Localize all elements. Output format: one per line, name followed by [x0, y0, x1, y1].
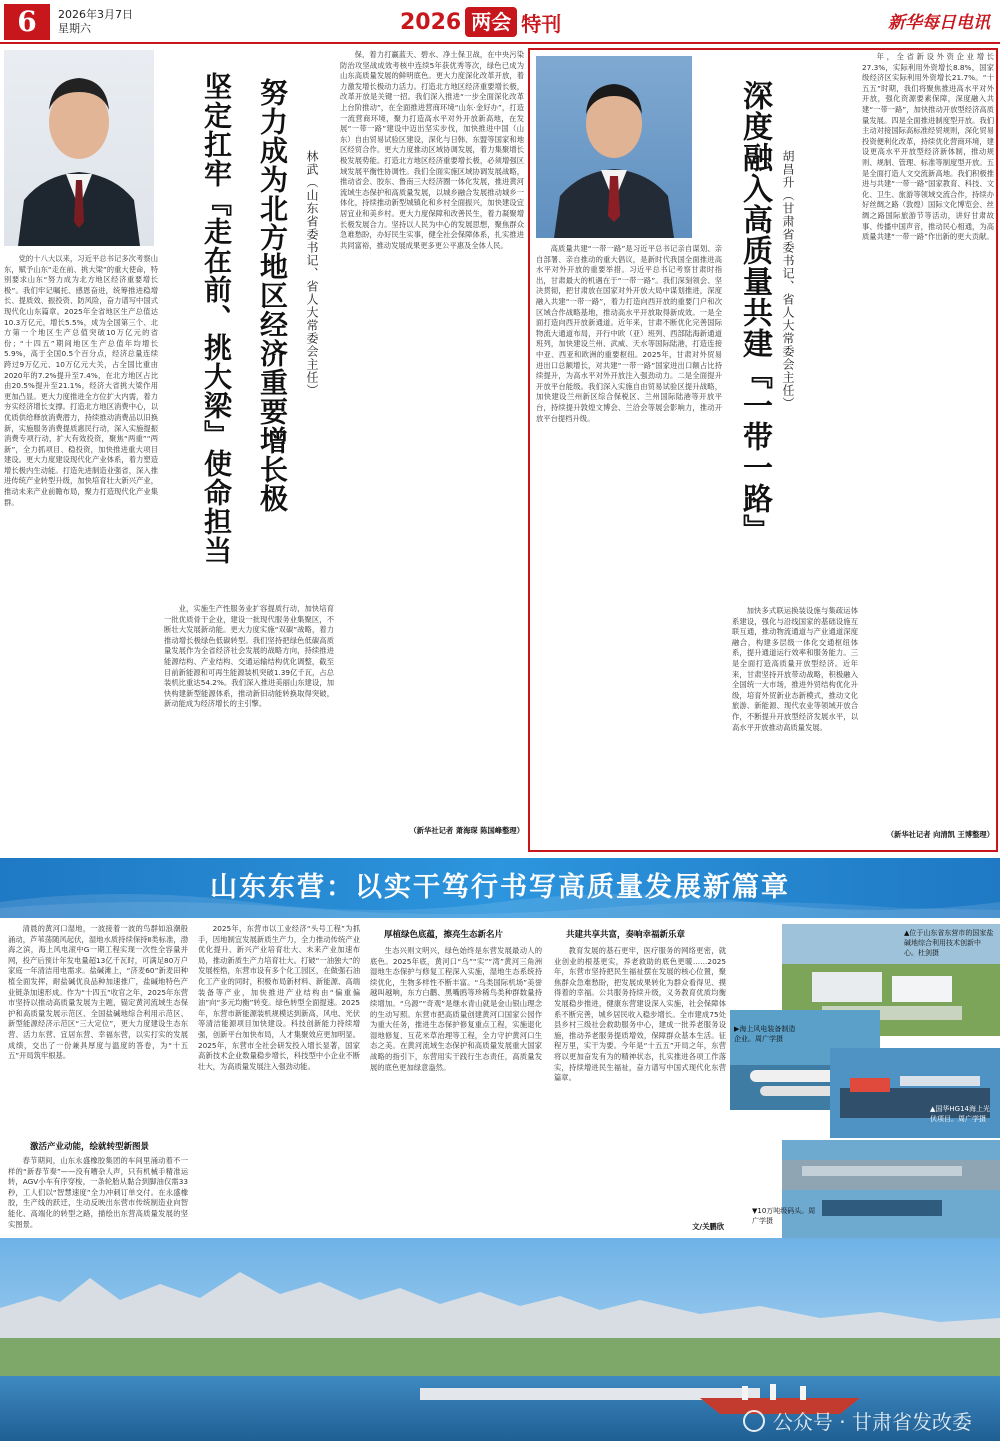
dongying-col4 [554, 946, 726, 1222]
collage-photo-3 [830, 1048, 1000, 1138]
caption-4: ▼10万吨级码头。周广学摄 [752, 1207, 816, 1225]
left-article-byline: （新华社记者 萧海琛 陈国峰整理） [409, 826, 524, 835]
left-article-title: 努力成为北方地区经济重要增长极 [256, 78, 289, 513]
wechat-icon [743, 1410, 765, 1432]
right-article-text-b: 加快多式联运换装设施与集疏运体系建设，强化与沿线国家的基础设施互联互通，推动物流通道与产业通道深度融合，构建多层级一体化交通枢纽体系，提升通道运行效率和服务能力。三是全面打造高质量开放型经济。近年来，甘肃坚持开放带动战略，积极融入全国统一大市场，推进外贸结构优化升级，培育外贸新业态新模式，推动文化旅游、新能源、现代农业等领域开放合作，不断提升开放型经济发展水平，以高水平开放推动高质量发展。 [732, 606, 858, 732]
left-article-text-a: 党的十八大以来，习近平总书记多次考察山东，赋予山东“走在前、挑大梁”的重大使命，特别要求山东“努力成为北方地区经济重要增长极”。我们牢记嘱托、感恩奋进，统筹推进稳增长、提质效、振投资、防风险，奋力谱写中国式现代化山东篇章。2025年全省地区生产总值达10.3万亿元，增长5.5%，成为全国第三个、北方第一个地区生产总值突破10万亿元的省份；“十四五”期间地区生产总值年均增长5.9%，高于全国0.5个百分点，经济总量连续跨过9万亿元、10万亿元大关，占全国比重由2020年的7.2%提升至7.4%，在北方地区占比由20.5%提升至21.1%，经济大省挑大梁作用更加凸显。更大力度推进全方位扩大内需，着力夯实经济增长支撑。打造北方地区消费中心，以优质供给释放消费潜力，持续推动消费品以旧换新，实施服务消费提质惠民行动，深入实施提振消费专项行动，扩大有效投资，聚焦“两重”“两新”，全力抓项目、稳投资，加快推进重大项目建设。更大力度建设现代化产业体系，着力塑造增长极内生动能。打造先进制造业强省，深入推进传统产业转型升级，加快培育壮大新兴产业，推动未来产业前瞻布局，聚力打造现代化产业集群。 [4, 254, 158, 507]
section-tekan: 特刊 [521, 11, 562, 36]
dongying-col1-b [8, 1156, 188, 1232]
right-article-author: 胡昌升（甘肃省委书记、省人大常委会主任） [781, 150, 795, 410]
dongying-heading-3: 共建共享共富，奏响幸福新乐章 [566, 930, 686, 940]
left-article-text-b: 保，着力打赢蓝天、碧水、净土保卫战，在中央污染防治攻坚战成效考核中连续5年获优秀等次，绿色已成为山东高质量发展的鲜明底色。更大力度深化改革开放，着力激发增长极动力活力。打造北方地区经济重要增长极，改革开放是关键一招。我们深入推进“一步全面深化改革上台阶推动”，在全面推进营商环境“山东·金好办”，打造一流营商环境，聚力打造高水平对外开放新高地，在发展“一带一路”建设中迈出坚实步伐，加快推进中国（山东）自由贸易试验区建设，深化与日韩、东盟等国家和地区经贸合作。更大力度推动区域协调发展，着力集聚增长极发展势能。打造北方地区经济重要增长极，必须增强区域发展平衡性协调性。我们全面实施区域协调发展战略，推动省会、胶东、鲁南三大经济圈一体化发展，推进黄河流域生态保护和高质量发展，以城乡融合发展推动城乡一体化，持续推动新型城镇化和乡村全面振兴，加快建设宜居宜业和美乡村。更大力度保障和改善民生，着力凝聚增长极发展合力。坚持以人民为中心的发展思想，聚焦群众急难愁盼，办好民生实事，健全社会保障体系，扎实推进共同富裕，推动发展成果更多更公平惠及全体人民。 [340, 50, 524, 250]
portrait-illustration [4, 50, 154, 246]
left-article-text-c: 业，实施生产性服务业扩容提质行动，加快培育一批优质骨干企业，建设一批现代服务业集聚区，不断壮大发展新动能。更大力度实施“双碳”战略，着力推动增长极绿色低碳转型。我们坚持把绿色低碳高质量发展作为全省经济社会发展的战略方向，持续推进能源结构、产业结构、交通运输结构优化调整，截至目前新能源和可再生能源装机突破1.39亿千瓦，占总装机比重达54.2%。我们深入推进美丽山东建设，加快构建新型能源体系，推动新旧动能转换取得突破，新动能成为经济增长的主引擎。 [164, 604, 334, 709]
dongying-col1-a [8, 924, 188, 1136]
section-year: 2026 [400, 9, 462, 35]
dongying-heading-1: 激活产业动能，绘就转型新图景 [30, 1142, 150, 1152]
right-article-col-a [536, 244, 722, 600]
right-article-text-c: 年，全省新设外资企业增长27.3%，实际利用外资增长8.8%，国家级经济区实际利用外资增长21.7%。“十五五”时期，我们将聚焦推进高水平对外开放，强化资源要素保障，深度融入共建“一带一路”，加快推动开放型经济高质量发展。四是全面推进制度型开放。我们主动对接国际高标准经贸规则，深化贸易投资便利化改革，持续优化营商环境，建设更高水平开放型经济新体制，推动规则、规制、管理、标准等制度型开放。五是全面打造人文交流新高地。我们积极推进与共建“一带一路”国家教育、科技、文化、卫生、旅游等领域交流合作，持续办好丝绸之路（敦煌）国际文化博览会、丝绸之路国际旅游节等活动，讲好甘肃故事、传播中国声音，推动民心相通，为高质量共建“一带一路”作出新的更大贡献。 [862, 52, 994, 242]
left-article-subtitle: 坚定扛牢『走在前、挑大梁』使命担当 [200, 72, 233, 565]
right-article-title: 深度融入高质量共建『一带一路』 [737, 80, 772, 545]
left-article-col-b [340, 50, 524, 822]
watermark-text: 公众号 · 甘肃省发改委 [772, 1410, 972, 1434]
dongying-text-1b: 春节期间，山东永盛橡胶集团的车间里涌动着不一样的“新春节奏”——没有嘈杂人声，只有机械手精准运转，AGV小车有序穿梭，一条轮胎从黏合到脚油仅需33秒，工人们以“智慧速度”全力冲刺订单交付。在永盛橡胶，生产线的跃迁，生动反映出东营市传统制造业向智能化、高端化的转型之路，描绘出东营高质量发展的坚实图景。 [8, 1156, 188, 1229]
section-title [400, 4, 561, 40]
dongying-col3 [370, 946, 542, 1232]
dongying-col2 [198, 924, 360, 1232]
page-number: 6 [4, 4, 50, 40]
date-text: 2026年3月7日 [58, 8, 133, 21]
right-article-byline: （新华社记者 向清凯 王博整理） [886, 830, 994, 839]
dongying-byline: 文/关鹏欣 [692, 1222, 724, 1231]
left-article-col-a [4, 254, 158, 844]
caption-3: ▲国华HG14海上光伏项目。周广学摄 [930, 1105, 990, 1123]
left-article-col-c [164, 604, 334, 844]
lin-wu-portrait [4, 50, 154, 246]
right-article-col-c [862, 52, 994, 826]
dongying-text-4: 教育发展的基石更牢，医疗服务的网络更密，就业创业的根基更实，养老救助的底色更暖……2025年，东营市坚持把民生福祉摆在发展的核心位置，聚焦群众急难愁盼，把发展成果转化为群众看得见、摸得着的幸福。公共服务持续升级，义务教育优质均衡发展稳步推进，健康东营建设深入实施，社会保障体系不断完善，城乡居民收入稳步增长。全市建成75处县乡村三级社会救助服务中心，建成一批养老服务设施，推动养老服务提质增效，保障群众基本生活。征程万里，实干为要。今年是“十五五”开局之年，东营将以更加奋发有为的精神状态，扎实推进各项工作落实，持续增进民生福祉，奋力谱写中国式现代化东营篇章。 [554, 946, 726, 1083]
section-lianghui: 两会 [465, 7, 517, 37]
dongying-text-3: 生态兴则文明兴，绿色始终是东营发展最动人的底色。2025年底，黄河口“乌”“实”“湾”黄河三角洲湿地生态保护与修复工程深入实施，湿地生态系统持续优化，生物多样性不断丰富。“乌类国际机场”美誉越叫越响，东方白鹳、黑嘴鸥等珍稀鸟类种群数量持续增加。“乌源”“奇观”是继水青山就是金山银山理念的生动写照。东营市把高质量创建黄河口国家公园作为重大任务，推进生态保护修复重点工程，实施退化湿地修复、互花米草治理等工程，全力守护黄河口生态之美。在黄河流域生态保护和高质量发展重大国家战略的指引下，东营用实干践行生态责任，高质量发展的底色更加绿意盎然。 [370, 946, 542, 1072]
dongying-text-2: 2025年，东营市以工业经济“头号工程”为抓手，因地制宜发展新质生产力，全力推动传统产业优化提升、新兴产业培育壮大、未来产业加速布局，推动新质生产力培育壮大。打破“一油独大”的发展桎梏，东营市设有多个化工园区，在做强石油化工产业的同时，积极布局新材料、新能源、高端装备等产业，加快推进产业结构由“偏重偏油”向“多元均衡”转变。绿色转型全面提速。2025年，东营市新能源装机规模达到新高，风电、光伏等清洁能源项目加快建设。科技创新能力持续增强，创新平台加快布局，人才集聚效应更加明显。2025年，东营市全社会研发投入增长显著，国家高新技术企业数量稳步增长，科技型中小企业不断壮大，为高质量发展注入强劲动能。 [198, 924, 360, 1071]
issue-date [58, 8, 133, 36]
dongying-banner [0, 858, 1000, 918]
left-article-author: 林武（山东省委书记、省人大常委会主任） [305, 150, 319, 397]
right-article-text-a: 高质量共建“一带一路”是习近平总书记亲自谋划、亲自部署、亲自推动的重大倡议，是新时代我国全面推进高水平对外开放的重要举措。习近平总书记考察甘肃时指出，甘肃最大的机遇在于“一带一路”。我们深刻领会、坚决贯彻，把甘肃放在国家对外开放大局中谋划推进，深度融入共建“一带一路”，着力打造向西开放的重要门户和次区域合作战略基地，推动高水平开放取得新成效。一是全面打造向西开放新通道。近年来，甘肃不断优化完善国际物流大通道布局，开行中欧（亚）班列、西部陆海新通道班列，加快建设兰州、武威、天水等国际陆港，打造连接中亚、西亚和欧洲的重要枢纽。2025年，甘肃对外贸易进出口总额增长，对共建“一带一路”国家进出口额占比持续提升，为高水平对外开放注入强劲动力。二是全面提升开放平台能级。我们深入实施自由贸易试验区提升战略，加快建设兰州新区综合保税区、兰州国际陆港等开放平台，持续提升敦煌文博会、兰洽会等展会影响力，推动开放平台提档升级。 [536, 244, 722, 423]
right-article-col-b [732, 606, 858, 844]
offshore-pv-platform [830, 1048, 1000, 1138]
caption-1: ▲位于山东省东营市的国家盐碱地综合利用技术创新中心。杜剑摄 [904, 929, 994, 957]
dongying-text-1a: 清晨的黄河口湿地，一波接着一波的鸟群如浪潮般涌动，芦苇荡随风起伏，湿地水质持续保持Ⅱ类标准，渤海之滨，海上风电滚中G一期工程实现一次性全容量并网，投产后预计年发电量超13亿千瓦时，可满足80万户家庭一年清洁用电需求。盐碱滩上，“济麦60”新麦田种植全面发挥，耐盐碱优良品种加速推广，盐碱地特色产业链条加速形成。作为“十四五”收官之年，2025年东营市坚持以推动高质量发展为主题，锚定黄河流域生态保护和高质量发展示范区、全国盐碱地综合利用示范区、新型能源经济示范区“三大定位”，更大力度建设生态东营、活力东营、宜居东营、幸福东营，以实打实的发展成绩，交出了一份兼具厚度与温度的答卷，为“十五五”开局筑牢根基。 [8, 924, 188, 1061]
newspaper-brand: 新华每日电讯 [888, 13, 990, 33]
hu-changsheng-portrait [536, 56, 692, 238]
banner-title: 山东东营：以实干笃行书写高质量发展新篇章 [210, 872, 790, 903]
caption-2: ▶海上风电装备制造企业。周广学摄 [734, 1025, 796, 1043]
page-header [0, 0, 1000, 44]
dongying-heading-2: 厚植绿色底蕴，擦亮生态新名片 [384, 930, 504, 940]
portrait-illustration [536, 56, 692, 238]
weekday-text: 星期六 [58, 22, 91, 35]
wechat-watermark [743, 1406, 972, 1435]
